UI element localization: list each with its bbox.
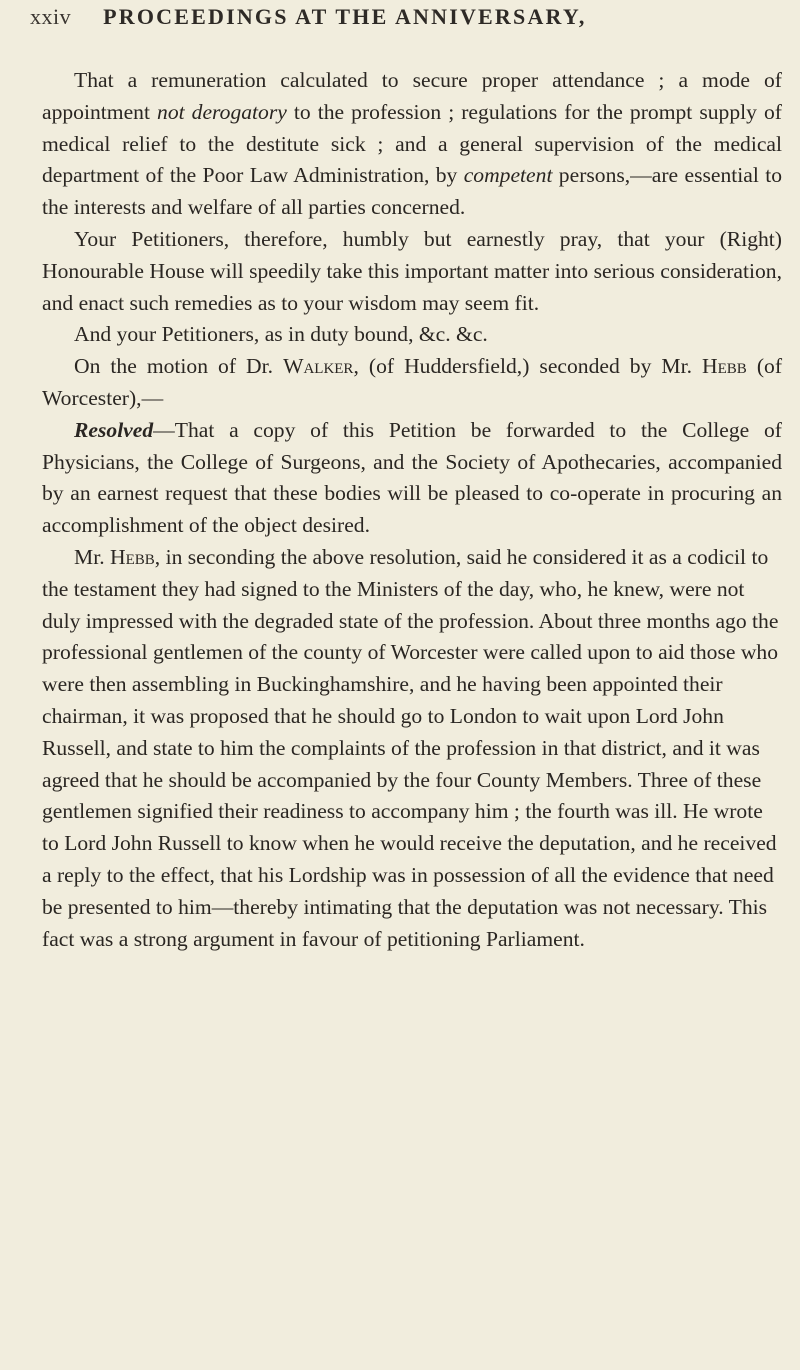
italic-phrase: competent (463, 163, 553, 188)
text-run: , in seconding the above resolution, said he considered it as a codicil to the testament they had signed to the Ministers of the day, who, he knew, were not duly impressed with the degraded state of the profession. About three months ago the professional gentlemen of the county of Worcester were called upon to aid those who were then assembling in Buckinghamshire, and he having been appointed their chairman, it was proposed that he should go to London to wait upon Lord John Russell, and state to him the complaints of the profession in that district, and it was agreed that he should be accompanied by the four County Members. Three of these gentlemen signified their readiness to accompany him ; the fourth was ill. He wrote to Lord John Russell to know when he would receive the deputation, and he received a reply to the effect, that his Lordship was in possession of all the evidence that need be presented to him—thereby intimating that the deputation was not necessary. This fact was a strong argument in favour of petitioning Parliament. (42, 544, 779, 951)
paragraph-resolution (42, 415, 782, 542)
running-head: PROCEEDINGS AT THE ANNIVERSARY, (103, 4, 587, 29)
text-run: Mr. (74, 544, 110, 569)
text-run: —That a copy of this Petition be forwarded to the College of Physicians, the College of Surgeons, and the Society of Apothecaries, accompanied by an earnest request that these bodies will be pleased to co-operate in procuring an accomplishment of the object desired. (42, 417, 782, 538)
person-name: Hebb (110, 544, 155, 569)
page-body (42, 65, 782, 955)
paragraph-petition-conclusion (42, 65, 782, 224)
person-name: Walker (283, 354, 354, 379)
text-run: persons,—are essential to the interests and welfare of all parties concerned. (42, 163, 782, 220)
text-run: , (of Huddersfield,) seconded by Mr. (353, 354, 703, 379)
paragraph-prayer: Your Petitioners, therefore, humbly but earnestly pray, that your (Right) Honourable House will speedily take this important matter into serious consideration, and enact such remedies as to your wisdom may seem fit. (42, 226, 782, 315)
text-run: to the profession ; regulations for the prompt supply of medical relief to the destitute sick ; and a general supervision of the medical department of the Poor Law Administration, by (42, 99, 782, 188)
text-run: On the motion of Dr. (74, 354, 284, 379)
resolved-label: Resolved (74, 417, 154, 442)
paragraph-motion (42, 351, 782, 415)
page-number: xxiv (30, 4, 72, 29)
paragraph-speech (42, 542, 782, 955)
italic-phrase: not derogatory (157, 99, 287, 124)
person-name: Hebb (702, 354, 747, 379)
page-header (30, 4, 770, 44)
text-run: That a remuneration calculated to secure proper attendance ; a mode of appointment (42, 68, 782, 124)
paragraph-duty-bound: And your Petitioners, as in duty bound, &c. &c. (74, 322, 488, 347)
text-run: (of Worcester),— (42, 354, 783, 410)
